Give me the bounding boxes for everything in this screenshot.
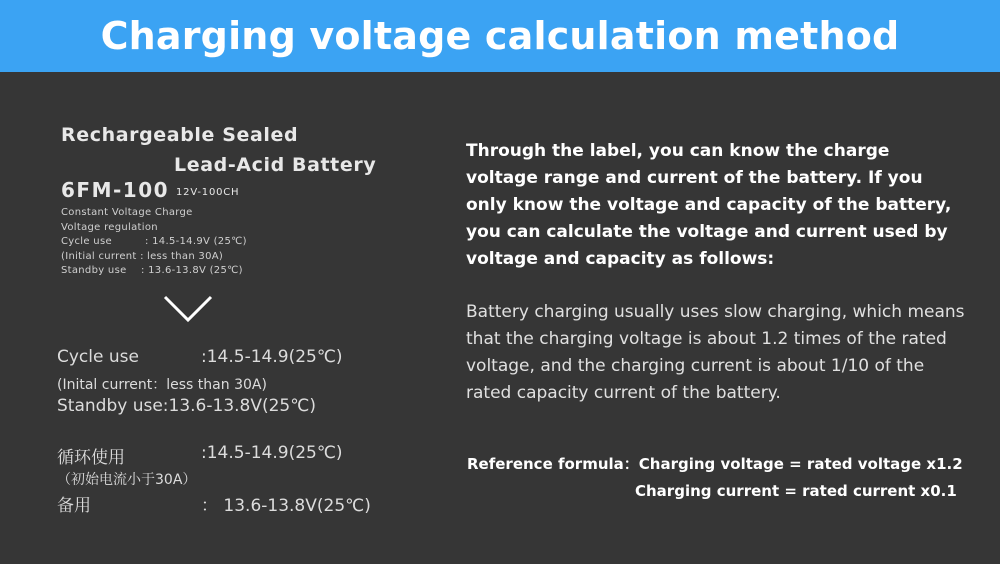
formula-current: Charging current = rated current x0.1 <box>635 482 957 500</box>
spec-cn-cycle-value: :14.5-14.9(25℃) <box>201 443 343 463</box>
title-banner <box>0 0 1000 72</box>
label-initial-value: less than 30A) <box>147 251 224 262</box>
label-standby-use <box>61 265 243 276</box>
label-cycle-value: : 14.5-14.9V (25℃) <box>145 236 247 247</box>
spec-cycle-value: :14.5-14.9(25℃) <box>201 347 343 367</box>
label-cycle-key: Cycle use <box>61 236 112 247</box>
spec-cn-standby-key: 备用 <box>57 496 91 516</box>
label-title-line2: Lead-Acid Battery <box>174 154 377 176</box>
label-model: 6FM-100 <box>61 178 170 202</box>
formula-voltage: Charging voltage = rated voltage x1.2 <box>638 455 963 473</box>
spec-cn-cycle-key: 循环使用 <box>57 448 125 468</box>
spec-cn-cycle-use <box>57 443 343 468</box>
spec-cn-standby-value: ： 13.6-13.8V(25℃) <box>201 496 371 516</box>
label-cycle-use <box>61 236 247 247</box>
description-bold: Through the label, you can know the charge voltage range and current of the battery. If you only know the voltage and capacity of the battery, you can calculate the voltage and current used by voltage and capacity as follows: <box>466 141 952 269</box>
label-spec: 12V-100CH <box>176 187 240 198</box>
label-standby-value: : 13.6-13.8V (25℃) <box>141 265 243 276</box>
chevron-down-icon <box>162 293 214 325</box>
label-initial-key: (Initial current : <box>61 251 144 262</box>
spec-cn-standby-use <box>57 491 371 516</box>
label-title-line1: Rechargeable Sealed <box>61 124 299 146</box>
spec-cycle-use <box>57 347 343 367</box>
label-standby-key: Standby use <box>61 265 127 276</box>
spec-standby-use: Standby use:13.6-13.8V(25℃) <box>57 396 316 416</box>
label-constant-voltage: Constant Voltage Charge <box>61 207 193 218</box>
page-title: Charging voltage calculation method <box>100 14 900 58</box>
description-normal: Battery charging usually uses slow charging, which means that the charging voltage is about 1.2 times of the rated voltage, and the charging current is about 1/10 of the rated capacity current of the battery. <box>466 302 965 403</box>
spec-cn-initial-current: （初始电流小于30A） <box>57 472 197 488</box>
formula-label: Reference formula： <box>467 455 639 473</box>
reference-formula <box>467 451 963 500</box>
spec-initial-current: (Inital current：less than 30A) <box>57 377 267 393</box>
label-voltage-regulation: Voltage regulation <box>61 222 158 233</box>
label-initial-current <box>61 251 224 262</box>
spec-cycle-key: Cycle use <box>57 347 139 367</box>
